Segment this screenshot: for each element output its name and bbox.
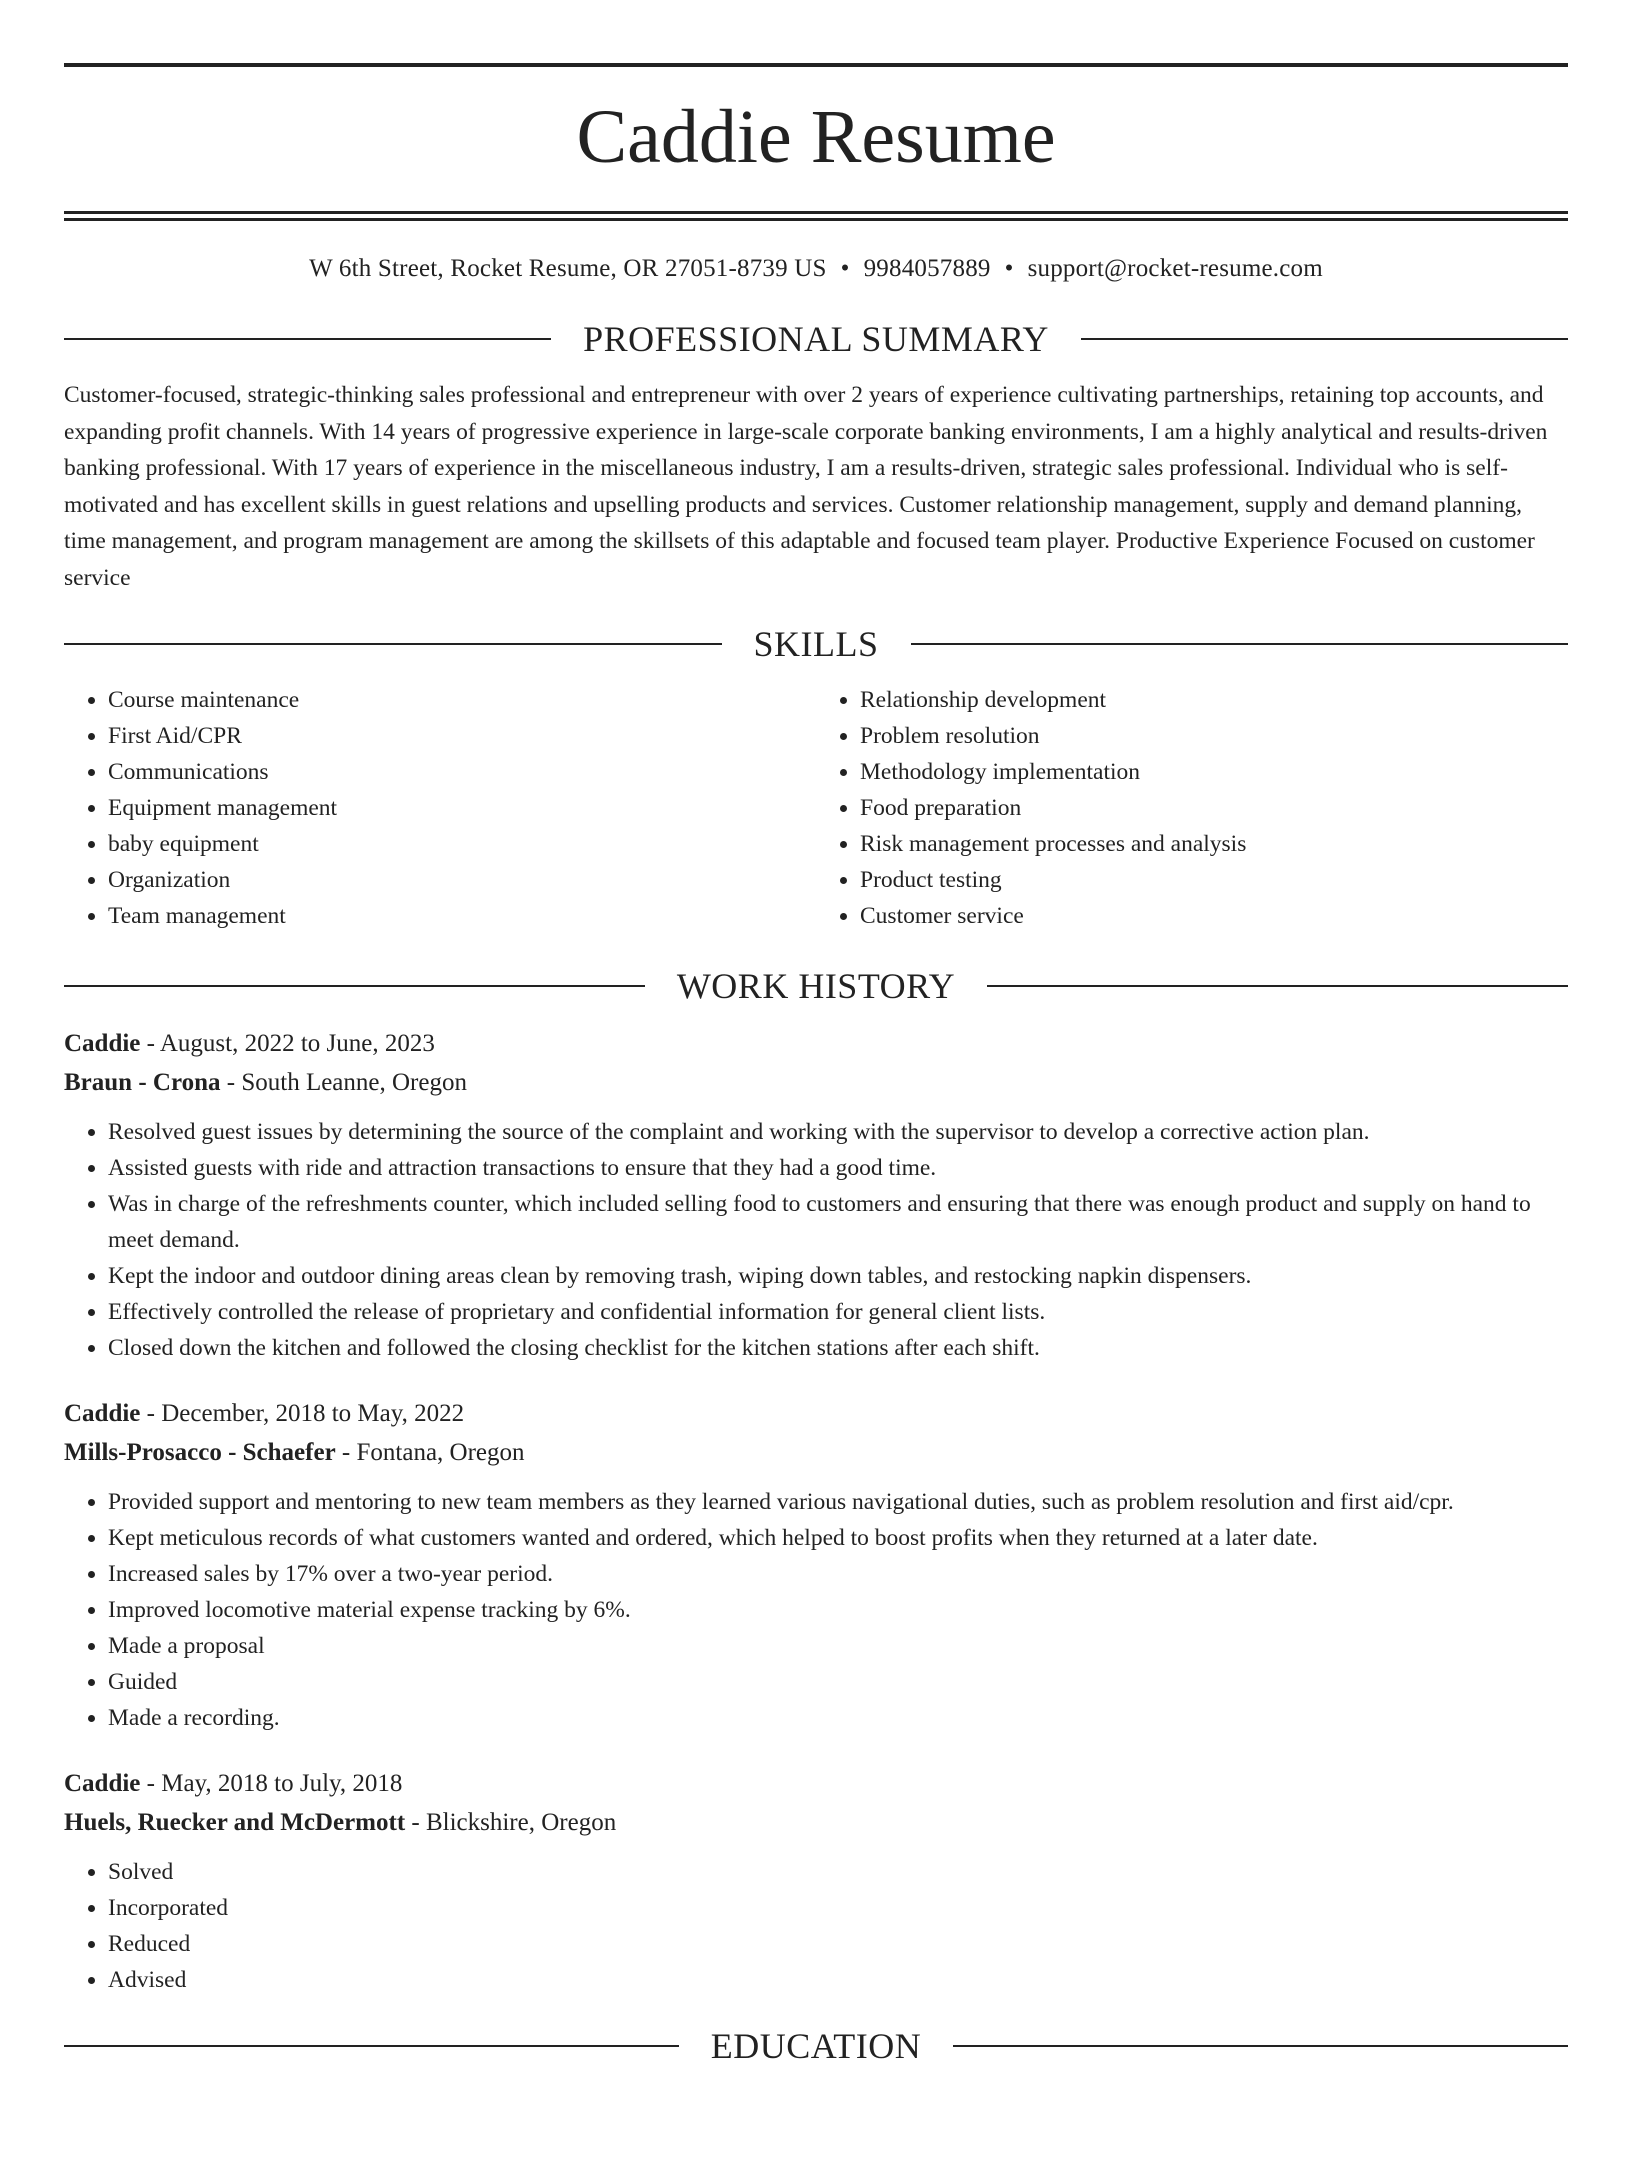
work-heading-row [64,968,1568,1004]
skill-item: • Course maintenance [108,682,816,718]
job-entry [64,1394,1568,1736]
skill-item: • Food preparation [860,790,1568,826]
resume-title: Caddie Resume [576,95,1056,179]
skill-item: • Team management [108,898,816,934]
skill-item: • First Aid/CPR [108,718,816,754]
job-title: Caddie [64,1770,141,1797]
job-bullet: • Reduced [108,1926,1568,1962]
contact-phone: 9984057889 [863,255,991,282]
job-location: - Fontana, Oregon [335,1439,525,1466]
job-bullet: • Resolved guest issues by determining the source of the complaint and working with the supervisor to develop a corrective action plan. [108,1114,1568,1150]
summary-heading: PROFESSIONAL SUMMARY [583,319,1049,359]
contact-email: support@rocket-resume.com [1027,255,1323,282]
skill-item: • Problem resolution [860,718,1568,754]
job-bullet: • Kept meticulous records of what customers wanted and ordered, which helped to boost profits when they returned at a later date. [108,1520,1568,1556]
job-bullet: • Provided support and mentoring to new team members as they learned various navigational duties, such as problem resolution and first aid/cpr. [108,1484,1568,1520]
job-bullet: • Incorporated [108,1890,1568,1926]
job-company-line [64,1063,1568,1102]
contact-address: W 6th Street, Rocket Resume, OR 27051-8739 US [309,255,827,282]
job-title: Caddie [64,1400,141,1427]
skill-item: • Customer service [860,898,1568,934]
heading-rule-right [953,2045,1568,2047]
job-bullet: • Closed down the kitchen and followed the closing checklist for the kitchen stations after each shift. [108,1330,1568,1366]
resume-page [0,63,1632,2175]
job-company-line [64,1803,1568,1842]
contact-line [64,255,1568,283]
job-company: Braun - Crona [64,1069,221,1096]
job-bullet: • Effectively controlled the release of proprietary and confidential information for general client lists. [108,1294,1568,1330]
job-dates: - May, 2018 to July, 2018 [140,1770,403,1797]
summary-heading-row [64,321,1568,357]
education-heading-row [64,2028,1568,2064]
skill-item: • Methodology implementation [860,754,1568,790]
job-location: - Blickshire, Oregon [405,1809,617,1836]
job-bullet: • Increased sales by 17% over a two-year period. [108,1556,1568,1592]
job-bullet: • Guided [108,1664,1568,1700]
job-title-line [64,1764,1568,1803]
job-dates: - August, 2022 to June, 2023 [140,1030,435,1057]
job-bullets [64,1114,1568,1366]
job-bullet: • Made a proposal [108,1628,1568,1664]
job-dates: - December, 2018 to May, 2022 [140,1400,465,1427]
heading-rule-left [64,985,645,987]
contact-separator: • [1004,255,1014,282]
job-location: - South Leanne, Oregon [220,1069,467,1096]
job-bullet: • Was in charge of the refreshments counter, which included selling food to customers and ensuring that there was enough product and supply on hand to meet demand. [108,1186,1568,1258]
title-double-rule [64,211,1568,221]
heading-rule-left [64,2045,679,2047]
job-entry [64,1024,1568,1366]
skill-item: • Equipment management [108,790,816,826]
skill-item: • Communications [108,754,816,790]
heading-rule-right [1081,338,1568,340]
skill-item: • Relationship development [860,682,1568,718]
skill-item: • Risk management processes and analysis [860,826,1568,862]
skills-heading-row [64,626,1568,662]
heading-rule-left [64,338,551,340]
skills-list-right [816,682,1568,934]
job-bullets [64,1854,1568,1998]
heading-rule-right [911,643,1569,645]
work-heading: WORK HISTORY [676,966,956,1006]
job-bullet: • Assisted guests with ride and attraction transactions to ensure that they had a good time. [108,1150,1568,1186]
job-bullet: • Made a recording. [108,1700,1568,1736]
job-bullet: • Kept the indoor and outdoor dining areas clean by removing trash, wiping down tables, and restocking napkin dispensers. [108,1258,1568,1294]
job-bullet: • Improved locomotive material expense tracking by 6%. [108,1592,1568,1628]
contact-separator: • [840,255,850,282]
skills-columns [64,682,1568,934]
education-heading: EDUCATION [710,2026,922,2066]
job-bullets [64,1484,1568,1736]
job-title-line [64,1394,1568,1433]
job-title: Caddie [64,1030,141,1057]
skill-item: • baby equipment [108,826,816,862]
skills-heading: SKILLS [753,624,879,664]
heading-rule-left [64,643,722,645]
heading-rule-right [987,985,1568,987]
job-company-line [64,1433,1568,1472]
job-company: Huels, Ruecker and McDermott [64,1809,406,1836]
skills-list-left [64,682,816,934]
skill-item: • Organization [108,862,816,898]
summary-text: Customer-focused, strategic-thinking sales professional and entrepreneur with over 2 years of experience cultivating partnerships, retaining top accounts, and expanding profit channels. With 14 years of progressive experience in large-scale corporate banking environments, I am a highly analytical and results-driven banking professional. With 17 years of experience in the miscellaneous industry, I am a results-driven, strategic sales professional. Individual who is self-motivated and has excellent skills in guest relations and upselling products and services. Customer relationship management, supply and demand planning, time management, and program management are among the skillsets of this adaptable and focused team player. Productive Experience Focused on customer service [64,382,1548,591]
skill-item: • Product testing [860,862,1568,898]
job-company: Mills-Prosacco - Schaefer [64,1439,336,1466]
job-title-line [64,1024,1568,1063]
job-entry [64,1764,1568,1998]
job-bullet: • Solved [108,1854,1568,1890]
job-bullet: • Advised [108,1962,1568,1998]
